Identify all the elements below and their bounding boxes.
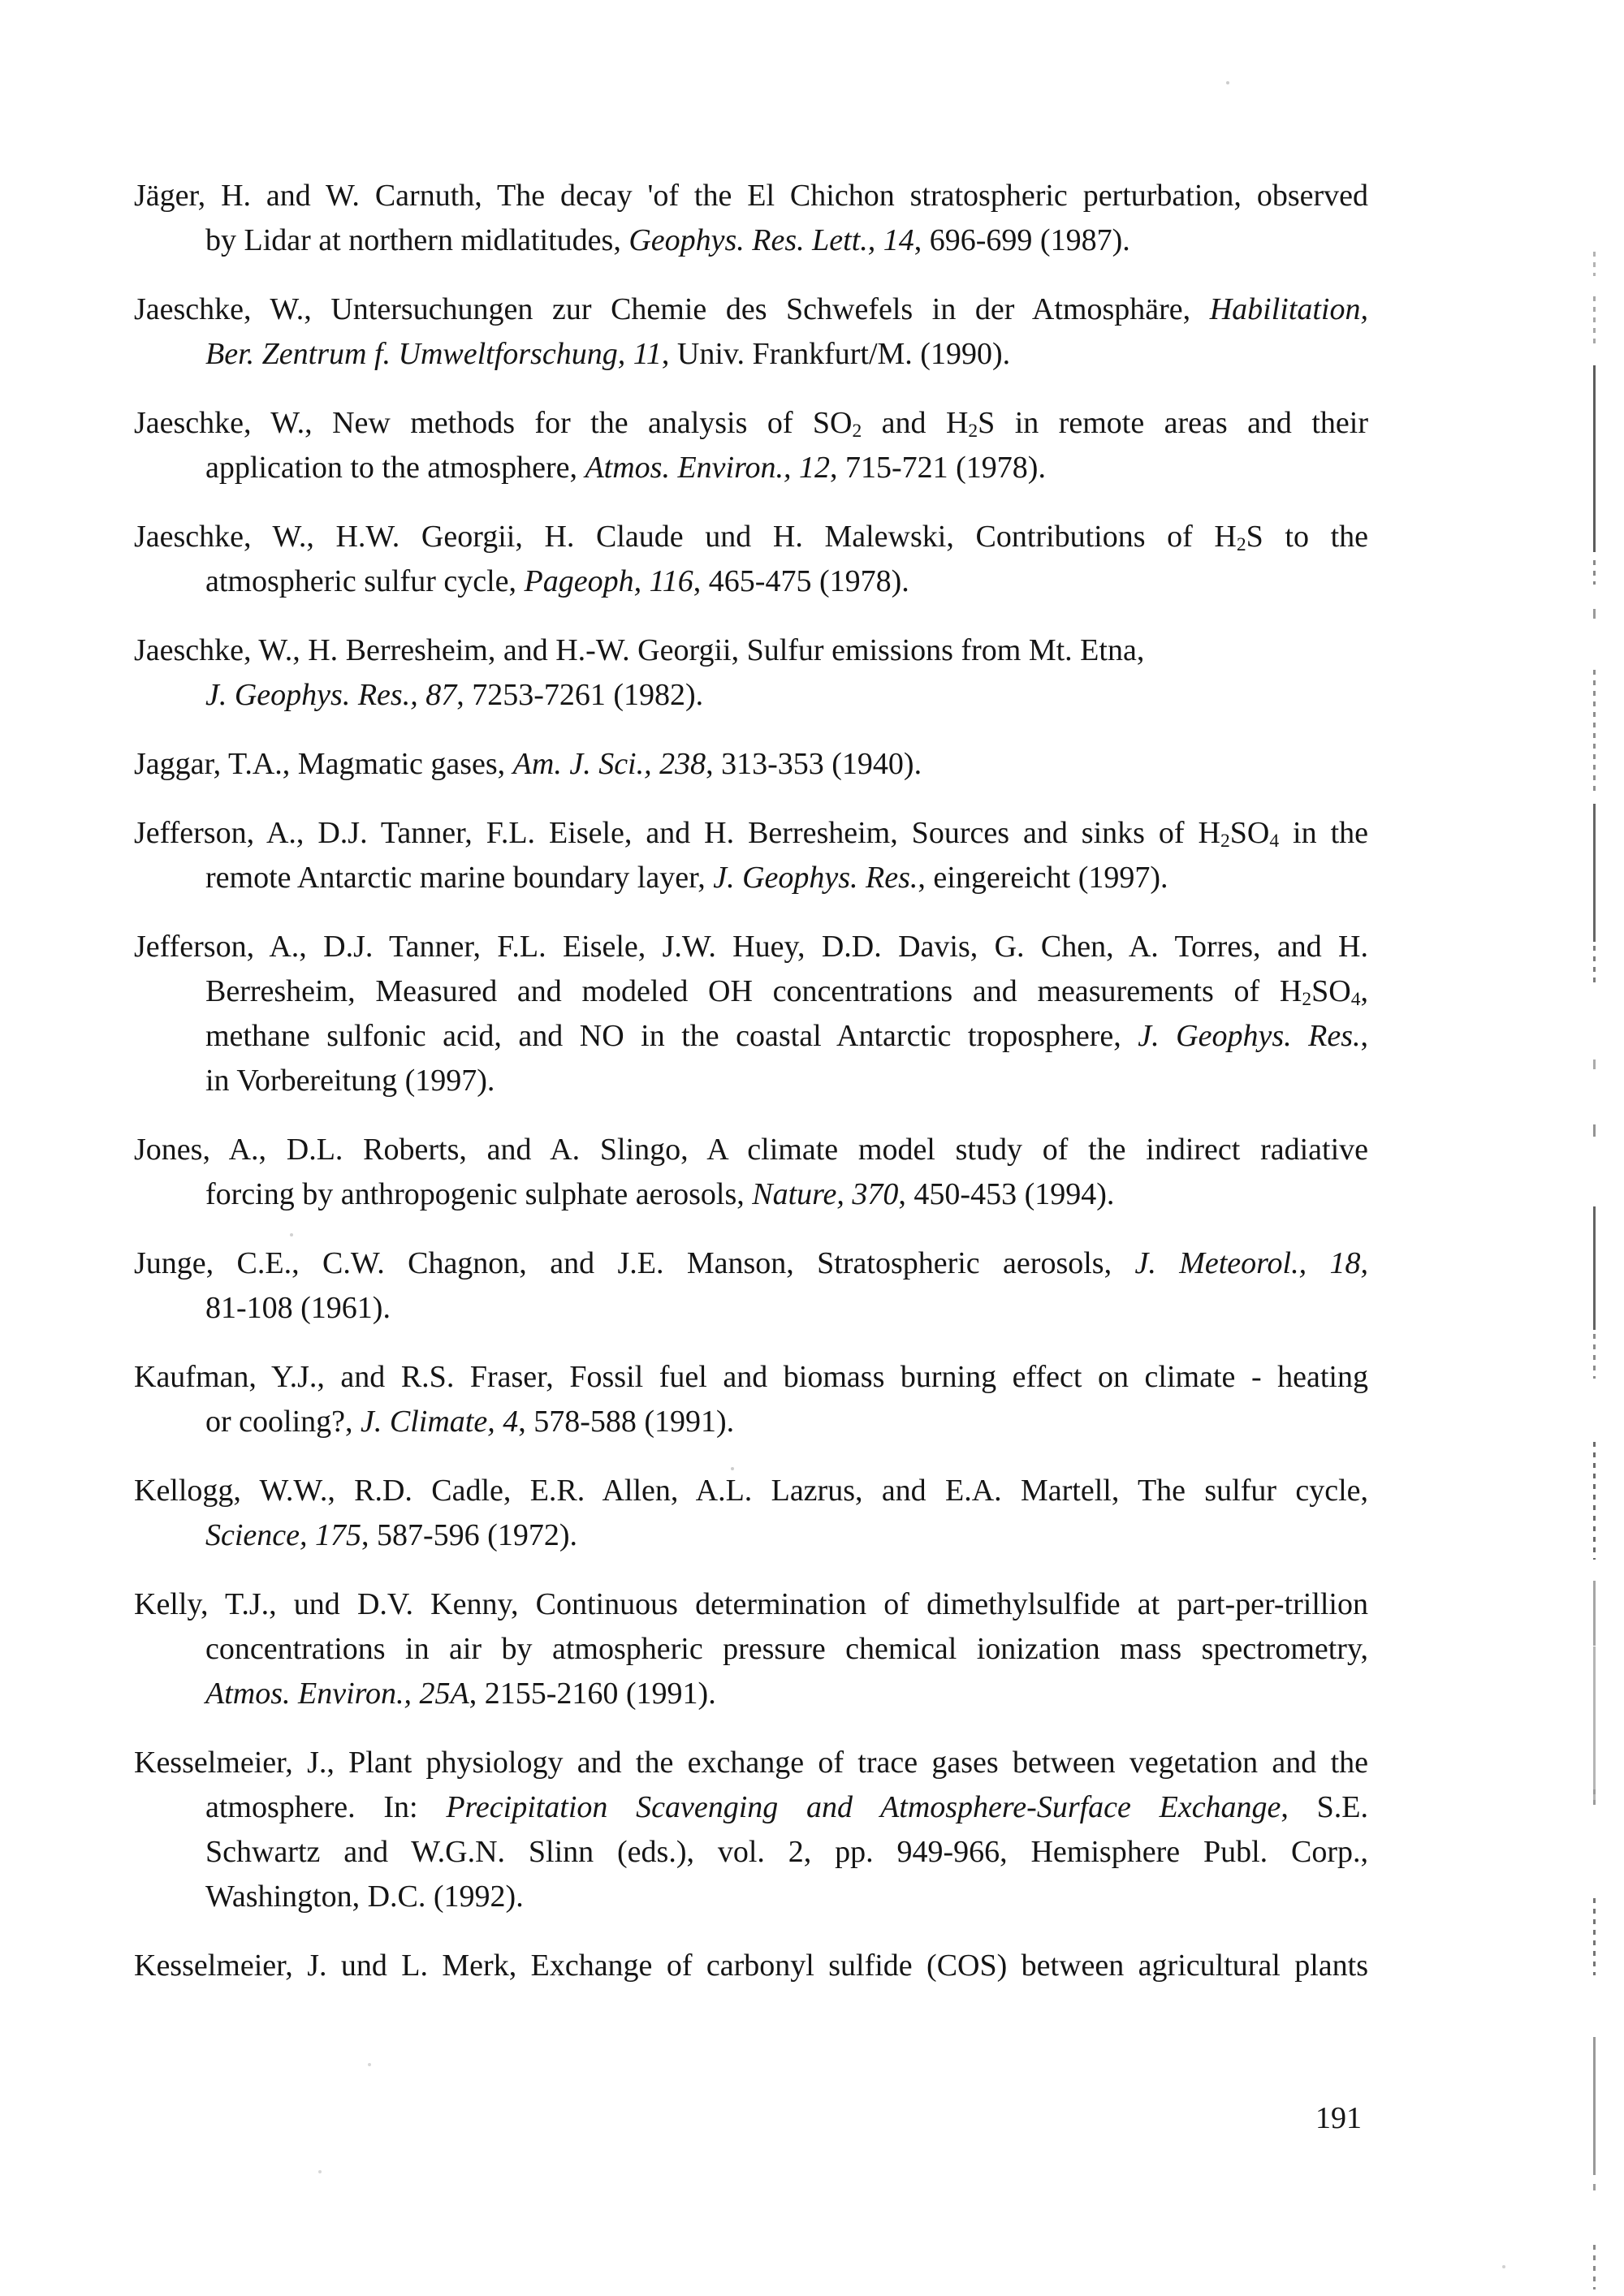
- scan-artifact-segment: [1593, 2245, 1596, 2290]
- reference-entry: [134, 1469, 1368, 1558]
- reference-text: S in remote areas and their: [978, 406, 1368, 440]
- journal-title-text: Atmos. Environ., 12: [585, 451, 830, 485]
- reference-entry: [134, 287, 1368, 377]
- reference-line: [134, 559, 1368, 604]
- scan-artifact-segment: [1593, 1060, 1596, 1069]
- reference-text: Jaggar, T.A., Magmatic gases,: [134, 747, 513, 781]
- reference-text: , 2155-2160 (1991).: [469, 1677, 716, 1711]
- reference-line: [134, 969, 1368, 1014]
- reference-line: [134, 1672, 1368, 1716]
- reference-entry: [134, 1944, 1368, 1988]
- scan-artifact-segment: [1593, 2184, 1596, 2190]
- reference-text: Jaeschke, W., Untersuchungen zur Chemie des Schwefels in der Atmosphäre,: [134, 292, 1210, 326]
- reference-text: Jaeschke, W., H.W. Georgii, H. Claude und H. Malewski, Contributions of H: [134, 520, 1237, 554]
- reference-text: , Univ. Frankfurt/M. (1990).: [661, 337, 1011, 371]
- scan-artifact-segment: [1593, 252, 1596, 276]
- journal-title-text: Precipitation Scavenging and Atmosphere-Surface Exchange: [446, 1790, 1281, 1824]
- reference-line: [134, 1875, 1368, 1919]
- reference-line: [134, 1944, 1368, 1988]
- scan-artifact-segment: [1593, 1206, 1596, 1330]
- reference-text: ,: [1360, 1019, 1368, 1053]
- reference-text: Kesselmeier, J., Plant physiology and the exchange of trace gases between vegetation and the: [134, 1746, 1368, 1780]
- reference-text: , 696-699 (1987).: [914, 223, 1130, 257]
- reference-text: , S.E.: [1281, 1790, 1368, 1824]
- journal-title-text: Geophys. Res. Lett., 14: [628, 223, 914, 257]
- reference-text: , 578-588 (1991).: [518, 1405, 735, 1439]
- journal-title-text: Pageoph, 116: [524, 564, 693, 598]
- reference-text: S to the: [1246, 520, 1368, 554]
- page-number: 191: [1315, 2101, 1362, 2135]
- scan-artifact-segment: [1593, 1898, 1596, 1975]
- ink-speck: [290, 1233, 293, 1236]
- reference-text: , 450-453 (1994).: [898, 1177, 1115, 1211]
- reference-text: 4: [1269, 831, 1280, 852]
- journal-title-text: J. Climate, 4: [361, 1405, 519, 1439]
- reference-text: , 465-475 (1978).: [693, 564, 909, 598]
- scan-artifact-segment: [1593, 1646, 1596, 1801]
- ink-speck: [1502, 2265, 1505, 2268]
- journal-title-text: Ber. Zentrum f. Umweltforschung, 11: [205, 337, 662, 371]
- scan-artifact-segment: [1593, 804, 1596, 942]
- reference-text: atmospheric sulfur cycle,: [205, 564, 525, 598]
- reference-line: [134, 1785, 1368, 1830]
- journal-title-text: J. Geophys. Res., 87: [205, 678, 457, 712]
- reference-text: Jäger, H. and W. Carnuth, The decay 'of the El Chichon stratospheric perturbation, observed: [134, 179, 1368, 213]
- reference-entry: [134, 174, 1368, 263]
- reference-entry: [134, 1241, 1368, 1331]
- journal-title-text: Science, 175: [205, 1518, 362, 1552]
- scan-artifact-segment: [1593, 1789, 1596, 1810]
- journal-title-text: Atmos. Environ., 25A: [205, 1677, 469, 1711]
- scan-artifact-segment: [1593, 670, 1596, 796]
- reference-line: [134, 856, 1368, 900]
- reference-text: Kelly, T.J., und D.V. Kenny, Continuous determination of dimethylsulfide at part-per-trillion: [134, 1587, 1368, 1621]
- reference-text: in Vorbereitung (1997).: [205, 1064, 495, 1098]
- reference-line: [134, 628, 1368, 673]
- reference-text: 2: [968, 421, 978, 442]
- reference-line: [134, 1059, 1368, 1103]
- reference-text: or cooling?,: [205, 1405, 361, 1439]
- reference-text: remote Antarctic marine boundary layer,: [205, 861, 714, 895]
- reference-text: 4: [1350, 989, 1361, 1011]
- reference-text: 2: [852, 421, 862, 442]
- ink-speck: [318, 2170, 322, 2173]
- reference-text: Jefferson, A., D.J. Tanner, F.L. Eisele, J.W. Huey, D.D. Davis, G. Chen, A. Torres, and H.: [134, 930, 1368, 964]
- reference-line: [134, 1627, 1368, 1672]
- reference-text: Jaeschke, W., H. Berresheim, and H.-W. Georgii, Sulfur emissions from Mt. Etna,: [134, 633, 1145, 667]
- reference-text: ,: [1360, 974, 1368, 1008]
- reference-line: [134, 925, 1368, 969]
- reference-text: 81-108 (1961).: [205, 1291, 391, 1325]
- scan-artifact-segment: [1593, 2037, 1596, 2175]
- reference-entry: [134, 1741, 1368, 1919]
- reference-line: [134, 287, 1368, 332]
- reference-entry: [134, 515, 1368, 604]
- scan-artifact-segment: [1593, 609, 1596, 619]
- journal-title-text: J. Geophys. Res.: [713, 861, 918, 895]
- journal-title-text: Am. J. Sci., 238: [512, 747, 706, 781]
- reference-text: Jaeschke, W., New methods for the analysis of SO: [134, 406, 853, 440]
- reference-text: Schwartz and W.G.N. Slinn (eds.), vol. 2, pp. 949-966, Hemisphere Publ. Corp.,: [205, 1835, 1368, 1869]
- journal-title-text: J. Geophys. Res.: [1138, 1019, 1361, 1053]
- reference-text: forcing by anthropogenic sulphate aerosols,: [205, 1177, 753, 1211]
- reference-line: [134, 1469, 1368, 1513]
- reference-entry: [134, 1128, 1368, 1217]
- reference-text: Kellogg, W.W., R.D. Cadle, E.R. Allen, A.L. Lazrus, and E.A. Martell, The sulfur cycle,: [134, 1474, 1368, 1508]
- reference-text: and H: [862, 406, 969, 440]
- reference-text: , 7253-7261 (1982).: [456, 678, 704, 712]
- reference-text: in the: [1279, 816, 1369, 850]
- reference-line: [134, 515, 1368, 559]
- reference-line: [134, 742, 1368, 787]
- reference-text: Washington, D.C. (1992).: [205, 1880, 524, 1914]
- reference-text: SO: [1229, 816, 1270, 850]
- reference-line: [134, 1400, 1368, 1444]
- scan-artifact-segment: [1593, 1334, 1596, 1379]
- scan-artifact-segment: [1593, 560, 1596, 585]
- references-list: [134, 174, 1368, 2013]
- reference-line: [134, 1014, 1368, 1059]
- reference-line: [134, 1830, 1368, 1875]
- reference-text: Junge, C.E., C.W. Chagnon, and J.E. Manson, Stratospheric aerosols,: [134, 1246, 1135, 1280]
- journal-title-text: J. Meteorol., 18,: [1134, 1246, 1368, 1280]
- reference-line: [134, 332, 1368, 377]
- ink-speck: [731, 1467, 734, 1470]
- reference-line: [134, 1241, 1368, 1286]
- scan-artifact-segment: [1593, 946, 1596, 986]
- reference-entry: [134, 628, 1368, 718]
- reference-text: 2: [1220, 831, 1230, 852]
- reference-line: [134, 446, 1368, 490]
- reference-text: 2: [1302, 989, 1312, 1011]
- scan-artifact-segment: [1593, 1442, 1596, 1560]
- reference-text: SO: [1311, 974, 1351, 1008]
- reference-line: [134, 1286, 1368, 1331]
- reference-line: [134, 1513, 1368, 1558]
- reference-text: Kaufman, Y.J., and R.S. Fraser, Fossil fuel and biomass burning effect on climate - heating: [134, 1360, 1368, 1394]
- reference-line: [134, 1172, 1368, 1217]
- reference-entry: [134, 1582, 1368, 1716]
- reference-line: [134, 1741, 1368, 1785]
- reference-text: Berresheim, Measured and modeled OH concentrations and measurements of H: [205, 974, 1302, 1008]
- scan-artifact-segment: [1593, 1581, 1596, 1646]
- reference-text: application to the atmosphere,: [205, 451, 585, 485]
- ink-speck: [368, 2063, 371, 2066]
- scan-artifact-segment: [1593, 296, 1596, 345]
- reference-line: [134, 811, 1368, 856]
- reference-entry: [134, 925, 1368, 1103]
- reference-line: [134, 1582, 1368, 1627]
- journal-title-text: Nature, 370: [752, 1177, 899, 1211]
- reference-text: 2: [1236, 534, 1246, 556]
- reference-text: , 587-596 (1972).: [361, 1518, 577, 1552]
- reference-entry: [134, 401, 1368, 490]
- reference-text: methane sulfonic acid, and NO in the coastal Antarctic troposphere,: [205, 1019, 1138, 1053]
- reference-line: [134, 1355, 1368, 1400]
- scan-artifact-segment: [1593, 1124, 1596, 1137]
- reference-line: [134, 174, 1368, 218]
- journal-title-text: Habilitation,: [1209, 292, 1368, 326]
- reference-entry: [134, 811, 1368, 900]
- reference-text: Jones, A., D.L. Roberts, and A. Slingo, A climate model study of the indirect radiative: [134, 1133, 1368, 1167]
- reference-text: Kesselmeier, J. und L. Merk, Exchange of carbonyl sulfide (COS) between agricultural plants: [134, 1949, 1368, 1983]
- reference-entry: [134, 1355, 1368, 1444]
- reference-text: concentrations in air by atmospheric pressure chemical ionization mass spectrometry,: [205, 1632, 1368, 1666]
- reference-text: , 715-721 (1978).: [829, 451, 1046, 485]
- ink-speck: [1226, 81, 1229, 84]
- reference-text: by Lidar at northern midlatitudes,: [205, 223, 629, 257]
- reference-line: [134, 1128, 1368, 1172]
- reference-text: Jefferson, A., D.J. Tanner, F.L. Eisele, and H. Berresheim, Sources and sinks of H: [134, 816, 1220, 850]
- reference-text: , eingereicht (1997).: [918, 861, 1168, 895]
- scan-artifact-segment: [1593, 365, 1596, 552]
- reference-line: [134, 401, 1368, 446]
- reference-entry: [134, 742, 1368, 787]
- reference-line: [134, 218, 1368, 263]
- reference-text: atmosphere. In:: [205, 1790, 447, 1824]
- reference-text: , 313-353 (1940).: [706, 747, 922, 781]
- reference-line: [134, 673, 1368, 718]
